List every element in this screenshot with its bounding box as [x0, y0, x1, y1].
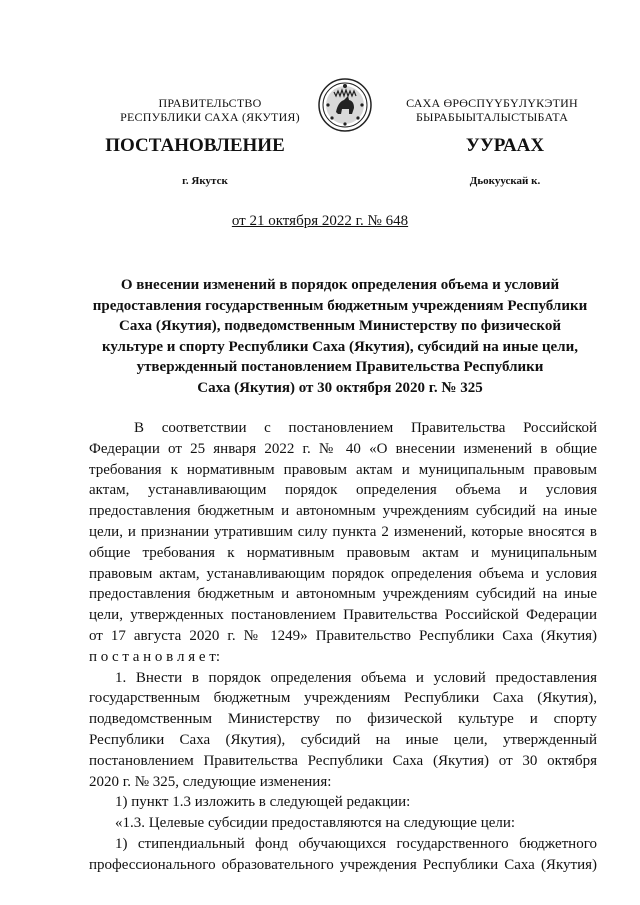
document-body [89, 418, 597, 876]
body-line: профессионального образовательного учреждения Республики Саха (Якутия) [89, 856, 597, 873]
issuer-ru-line1: ПРАВИТЕЛЬСТВО [158, 96, 262, 110]
body-line: общие требования к нормативным правовым актам и муниципальным [89, 544, 597, 561]
body-line: предоставления бюджетным и автономным учреждениям субсидий на иные [89, 503, 597, 520]
title-line: предоставления государственным бюджетным учреждениям Республики [92, 297, 588, 314]
body-line: актам, устанавливающим порядок определения объема и условия [89, 482, 597, 499]
doc-type-sakha: УУРААХ [465, 135, 545, 156]
title-line: Саха (Якутия), подведомственным Министерству по физической [119, 318, 561, 335]
body-line: 1. Внести в порядок определения объема и условий предоставления [115, 669, 597, 686]
issuer-sakha-line1: САХА ӨРӨСПҮҮБҮЛҮКЭТИН [406, 96, 578, 110]
title-line: Саха (Якутия) от 30 октября 2020 г. № 325 [197, 379, 483, 396]
title-line: утвержденный постановлением Правительства Республики [136, 359, 544, 376]
body-line: государственным бюджетным учреждениям Республики Саха (Якутия), [89, 690, 597, 707]
body-line: 1) стипендиальный фонд обучающихся государственного бюджетного [115, 835, 597, 852]
issuer-ru [120, 96, 300, 124]
body-line: 1) пункт 1.3 изложить в следующей редакции: [115, 794, 411, 811]
body-line: правовым актам, устанавливающим порядок определения объема и условия [89, 565, 597, 582]
city-ru: г. Якутск [182, 175, 228, 187]
body-line: «1.3. Целевые субсидии предоставляются на следующие цели: [115, 815, 516, 832]
document-title [80, 275, 600, 399]
title-line: культуре и спорту Республики Саха (Якутия), субсидий на иные цели, [102, 338, 578, 355]
body-line-decree-word: п о с т а н о в л я е т: [89, 648, 221, 665]
body-line: цели, утвержденных постановлением Правительства Российской Федерации [89, 607, 597, 624]
issuer-sakha-line2: БЫРАБЫЫТАЛЫСТЫБАТА [415, 110, 569, 124]
body-line: 2020 г. № 325, следующие изменения: [89, 773, 332, 790]
city-sakha: Дьокуускай к. [469, 175, 541, 187]
coat-of-arms-emblem [318, 78, 372, 132]
body-line: подведомственным Министерству по физической культуре и спорту [89, 711, 597, 728]
doc-type-ru: ПОСТАНОВЛЕНИЕ [105, 135, 285, 156]
body-line: от 17 августа 2020 г. № 1249» Правительство Республики Саха (Якутия) [89, 627, 597, 644]
body-line: Федерации от 25 января 2022 г. № 40 «О внесении изменений в общие [89, 440, 597, 457]
document-date-number: от 21 октября 2022 г. № 648 [231, 213, 409, 229]
body-line: предоставления бюджетным и автономным учреждениям субсидий на иные [89, 586, 597, 603]
body-line: В соответствии с постановлением Правительства Российской [134, 420, 597, 436]
body-line: Республики Саха (Якутия), субсидий на иные цели, утвержденный [89, 731, 597, 748]
body-line: постановлением Правительства Республики Саха (Якутия) от 30 октября [89, 752, 597, 769]
issuer-ru-line2: РЕСПУБЛИКИ САХА (ЯКУТИЯ) [120, 110, 300, 124]
body-line: требования к нормативным правовым актам и муниципальным правовым [89, 461, 597, 478]
body-line: цели, и признании утратившим силу пункта 2 изменений, которые вносятся в [89, 523, 597, 540]
title-line: О внесении изменений в порядок определения объема и условий [120, 277, 560, 293]
issuer-sakha [387, 96, 597, 124]
